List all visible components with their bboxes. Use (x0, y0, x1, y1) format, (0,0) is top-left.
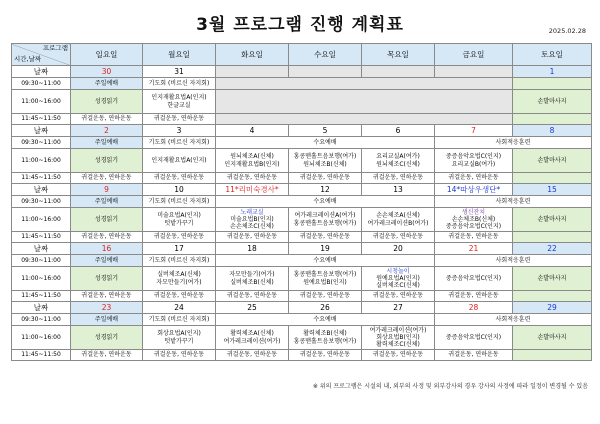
date-cell: 28 (435, 302, 513, 314)
program-item: 중증음악요법C(인지) (445, 333, 502, 341)
program-item: 원뇌체조A(신체) (230, 153, 274, 161)
time-label: 날짜 (12, 184, 71, 196)
program-item: 손발마사지 (537, 333, 567, 341)
exercise-cell: 귀걸운동, 연하운동 (362, 232, 435, 243)
time-label: 09:30~11:00 (12, 196, 71, 208)
exercise-cell: 귀걸운동, 연하운동 (435, 291, 513, 302)
program-item: 미술요법B(인지) (230, 215, 274, 223)
corner-program-label: 프로그램 (42, 44, 68, 52)
morning-program: 주일예배 (71, 196, 143, 208)
morning-program: 기도회 (비르신 자지회) (143, 137, 216, 149)
program-item: 손손체조A(신체) (376, 212, 420, 220)
date-row (12, 184, 592, 196)
date-cell: 30 (71, 66, 143, 78)
main-row (12, 208, 592, 232)
exercise-cell: 귀걸운동, 연하운동 (216, 173, 289, 184)
exercise-cell: 귀걸운동, 연하운동 (216, 350, 289, 361)
exercise-cell: 귀걸운동, 연하운동 (362, 350, 435, 361)
program-item: 성경읽기 (94, 215, 119, 223)
main-program-cell (143, 208, 216, 232)
program-item: 원뇌체조B(신체) (303, 160, 347, 168)
main-program-cell (71, 90, 143, 114)
main-program-cell (216, 208, 289, 232)
end-row (12, 232, 592, 243)
date-cell: 11*리미숙경사* (216, 184, 289, 196)
exercise-cell (513, 291, 592, 302)
corner-time-label: 시간,날짜 (14, 55, 42, 64)
program-item: 성경읽기 (94, 97, 119, 105)
program-item: 실버체조B(신체) (230, 278, 274, 286)
main-program-cell (289, 149, 362, 173)
time-label: 09:30~11:00 (12, 314, 71, 326)
empty-cell (216, 90, 513, 114)
program-item: 여가레크레이션(여가) (223, 337, 281, 345)
exercise-cell: 귀걸운동, 연하운동 (143, 173, 216, 184)
morning-program: 수요예배 (216, 255, 435, 267)
program-item: 원예요법A(인지) (376, 274, 420, 282)
program-item: 여가레크레이션(여가) (369, 326, 427, 334)
date-row (12, 66, 592, 78)
main-program-cell (362, 267, 435, 291)
date-cell: 16 (71, 243, 143, 255)
time-label: 11:00~16:00 (12, 90, 71, 114)
date-cell: 2 (71, 125, 143, 137)
program-item: 요리교실A(여가) (376, 153, 420, 161)
time-label: 날짜 (12, 66, 71, 78)
date-cell (289, 66, 362, 78)
main-program-cell (362, 326, 435, 350)
program-item: 홍콩맨홀트음보행(여가) (293, 271, 357, 279)
exercise-cell: 귀걸운동, 연하운동 (435, 173, 513, 184)
program-item: 자모만들기(여가) (229, 271, 275, 279)
program-item: 손발마사지 (537, 97, 567, 105)
morning-row (12, 196, 592, 208)
end-row (12, 350, 592, 361)
morning-row (12, 255, 592, 267)
date-cell: 12 (289, 184, 362, 196)
exercise-cell: 귀걸운동, 연하운동 (143, 350, 216, 361)
program-item: 회상요법A(인지) (157, 330, 201, 338)
corner-cell (12, 44, 71, 66)
date-cell: 8 (513, 125, 592, 137)
main-program-cell (289, 267, 362, 291)
morning-program: 수요예배 (216, 137, 435, 149)
date-cell (435, 66, 513, 78)
program-item: 원뇌체조C(신체) (376, 160, 420, 168)
morning-program: 주일예배 (71, 255, 143, 267)
program-item: 손손체조C(신체) (230, 223, 274, 231)
program-item: 인지재활요법B(인지) (224, 160, 280, 168)
program-item: 홍콩맨홀트음보행(여가) (293, 219, 357, 227)
exercise-cell (513, 114, 592, 125)
exercise-cell: 귀걸운동, 연하운동 (289, 232, 362, 243)
exercise-cell: 귀걸운동, 연하운동 (143, 291, 216, 302)
date-cell: 15 (513, 184, 592, 196)
exercise-cell: 귀걸운동, 연하운동 (435, 350, 513, 361)
date-cell: 9 (71, 184, 143, 196)
main-program-cell (435, 208, 513, 232)
morning-program: 사회적응훈련 (435, 255, 592, 267)
main-row (12, 90, 592, 114)
document-date: 2025.02.28 (548, 27, 586, 35)
main-program-cell (143, 267, 216, 291)
program-item: 자모만들기(여가) (156, 278, 202, 286)
date-cell (216, 66, 289, 78)
date-row (12, 125, 592, 137)
program-item: 한글교실 (167, 101, 191, 109)
time-label: 날짜 (12, 302, 71, 314)
time-label: 11:00~16:00 (12, 326, 71, 350)
program-item: 실버체조A(신체) (157, 271, 201, 279)
program-item: 회상요법B(인지) (376, 333, 420, 341)
main-program-cell (143, 149, 216, 173)
morning-program (513, 78, 592, 90)
program-item: 손발마사지 (537, 215, 567, 223)
main-program-cell (513, 208, 592, 232)
program-item: 중증음악요법C(인지) (445, 274, 502, 282)
program-item: 활력체조B(신체) (303, 330, 347, 338)
main-program-cell (513, 267, 592, 291)
exercise-cell: 귀걸운동, 연하운동 (435, 232, 513, 243)
schedule-table (11, 43, 592, 361)
main-program-cell (513, 90, 592, 114)
date-cell: 4 (216, 125, 289, 137)
time-label: 11:00~16:00 (12, 267, 71, 291)
date-cell: 21 (435, 243, 513, 255)
main-program-cell (216, 149, 289, 173)
date-cell: 5 (289, 125, 362, 137)
program-item: 중증음악요법C(인지) (445, 223, 502, 231)
main-program-cell (435, 149, 513, 173)
exercise-cell: 귀걸운동, 연하운동 (216, 291, 289, 302)
time-label: 11:45~11:50 (12, 232, 71, 243)
morning-program: 사회적응훈련 (435, 137, 592, 149)
end-row (12, 291, 592, 302)
date-cell: 10 (143, 184, 216, 196)
main-program-cell (216, 326, 289, 350)
date-cell: 7 (435, 125, 513, 137)
exercise-cell: 귀걸운동, 연하운동 (216, 232, 289, 243)
main-program-cell (513, 149, 592, 173)
time-label: 날짜 (12, 125, 71, 137)
date-cell: 18 (216, 243, 289, 255)
date-cell: 23 (71, 302, 143, 314)
day-header: 수요일 (289, 44, 362, 66)
program-item: 여가레크레이션A(여가) (294, 212, 356, 220)
morning-program (216, 78, 513, 90)
exercise-cell: 귀걸운동, 연하운동 (71, 173, 143, 184)
date-cell: 20 (362, 243, 435, 255)
main-row (12, 326, 592, 350)
main-program-cell (71, 149, 143, 173)
exercise-cell: 귀걸운동, 연하운동 (362, 173, 435, 184)
morning-program: 사회적응훈련 (435, 314, 592, 326)
program-item: 시청놀이 (386, 267, 410, 275)
program-item: 손발마사지 (537, 156, 567, 164)
date-cell: 6 (362, 125, 435, 137)
program-item: 인지재활요법A(인지) (151, 156, 207, 164)
exercise-cell: 귀걸운동, 연하운동 (71, 114, 143, 125)
morning-program: 사회적응훈련 (435, 196, 592, 208)
morning-row (12, 314, 592, 326)
time-label: 11:45~11:50 (12, 114, 71, 125)
date-cell: 31 (143, 66, 216, 78)
program-item: 손발마사지 (537, 274, 567, 282)
program-item: 성경읽기 (94, 274, 119, 282)
exercise-cell: 귀걸운동, 연하운동 (143, 114, 216, 125)
main-program-cell (71, 267, 143, 291)
morning-program: 수요예배 (216, 196, 435, 208)
time-label: 11:45~11:50 (12, 173, 71, 184)
day-header: 일요일 (71, 44, 143, 66)
day-header: 토요일 (513, 44, 592, 66)
program-item: 손손체조B(신체) (451, 215, 496, 223)
exercise-cell (513, 232, 592, 243)
date-cell: 3 (143, 125, 216, 137)
page-title: 3월 프로그램 진행 계획표 (196, 15, 404, 35)
main-program-cell (362, 149, 435, 173)
program-item: 홍콩맨홀트음보행(여가) (293, 153, 357, 161)
day-header: 월요일 (143, 44, 216, 66)
main-program-cell (435, 267, 513, 291)
date-cell (362, 66, 435, 78)
main-program-cell (362, 208, 435, 232)
exercise-cell: 귀걸운동, 연하운동 (71, 291, 143, 302)
time-label: 09:30~11:00 (12, 255, 71, 267)
morning-program: 수요예배 (216, 314, 435, 326)
main-program-cell (435, 326, 513, 350)
date-cell: 22 (513, 243, 592, 255)
program-item: 실버체조C(신체) (376, 282, 420, 290)
program-item: 홍콩맨홀트음보행(여가) (293, 337, 357, 345)
main-program-cell (216, 267, 289, 291)
time-label: 날짜 (12, 243, 71, 255)
morning-program: 기도회 (비르신 자지회) (143, 255, 216, 267)
date-cell: 17 (143, 243, 216, 255)
main-program-cell (71, 326, 143, 350)
main-program-cell (71, 208, 143, 232)
day-header: 화요일 (216, 44, 289, 66)
program-item: 텃밭가꾸기 (164, 337, 194, 345)
exercise-cell: 귀걸운동, 연하운동 (71, 232, 143, 243)
program-item: 성경읽기 (94, 156, 119, 164)
exercise-cell: 귀걸운동, 연하운동 (289, 291, 362, 302)
exercise-cell: 귀걸운동, 연하운동 (143, 232, 216, 243)
program-item: 텃밭가꾸기 (164, 219, 194, 227)
program-item: 인지재활요법A(인지) (151, 94, 207, 102)
main-program-cell (513, 326, 592, 350)
date-cell: 27 (362, 302, 435, 314)
date-cell: 19 (289, 243, 362, 255)
end-row (12, 173, 592, 184)
time-label: 11:45~11:50 (12, 291, 71, 302)
morning-program: 주일예배 (71, 78, 143, 90)
main-program-cell (143, 90, 216, 114)
date-cell: 24 (143, 302, 216, 314)
date-row (12, 302, 592, 314)
end-row (12, 114, 592, 125)
program-item: 활력체조C(신체) (376, 341, 420, 349)
footnote: ※ 위의 프로그램은 시설의 내, 외부의 사정 및 외부강사의 경우 강사의 사정에 따라 일정이 변경될 수 있음 (312, 383, 588, 390)
main-program-cell (143, 326, 216, 350)
program-item: 미술요법A(인지) (157, 212, 201, 220)
day-header: 목요일 (362, 44, 435, 66)
program-item: 노래교실 (240, 208, 264, 216)
time-label: 11:45~11:50 (12, 350, 71, 361)
date-row (12, 243, 592, 255)
morning-row (12, 137, 592, 149)
date-cell: 26 (289, 302, 362, 314)
time-label: 09:30~11:00 (12, 78, 71, 90)
exercise-cell: 귀걸운동, 연하운동 (71, 350, 143, 361)
morning-row (12, 78, 592, 90)
exercise-cell (513, 350, 592, 361)
exercise-cell: 귀걸운동, 연하운동 (289, 173, 362, 184)
time-label: 11:00~16:00 (12, 149, 71, 173)
date-cell: 14*따상우생단* (435, 184, 513, 196)
header-row (12, 44, 592, 66)
morning-program: 주일예배 (71, 314, 143, 326)
program-item: 여가레크레이션B(여가) (367, 219, 429, 227)
time-label: 09:30~11:00 (12, 137, 71, 149)
exercise-cell (513, 173, 592, 184)
program-item: 생신잔치 (461, 208, 486, 216)
day-header: 금요일 (435, 44, 513, 66)
program-item: 활력체조A(신체) (230, 330, 274, 338)
program-item: 성경읽기 (94, 333, 119, 341)
morning-program: 기도회 (비르신 자지회) (143, 196, 216, 208)
exercise-cell: 귀걸운동, 연하운동 (362, 291, 435, 302)
program-item: 중증음악요법C(인지) (445, 153, 502, 161)
morning-program: 기도회 (비르신 자지회) (143, 78, 216, 90)
date-cell: 1 (513, 66, 592, 78)
program-item: 원예요법B(인지) (303, 278, 347, 286)
main-program-cell (289, 208, 362, 232)
program-item: 요리교실B(여가) (451, 160, 496, 168)
time-label: 11:00~16:00 (12, 208, 71, 232)
empty-cell (216, 114, 513, 125)
main-program-cell (289, 326, 362, 350)
date-cell: 29 (513, 302, 592, 314)
date-cell: 25 (216, 302, 289, 314)
morning-program: 기도회 (비르신 자지회) (143, 314, 216, 326)
main-row (12, 267, 592, 291)
morning-program: 주일예배 (71, 137, 143, 149)
date-cell: 13 (362, 184, 435, 196)
exercise-cell: 귀걸운동, 연하운동 (289, 350, 362, 361)
main-row (12, 149, 592, 173)
